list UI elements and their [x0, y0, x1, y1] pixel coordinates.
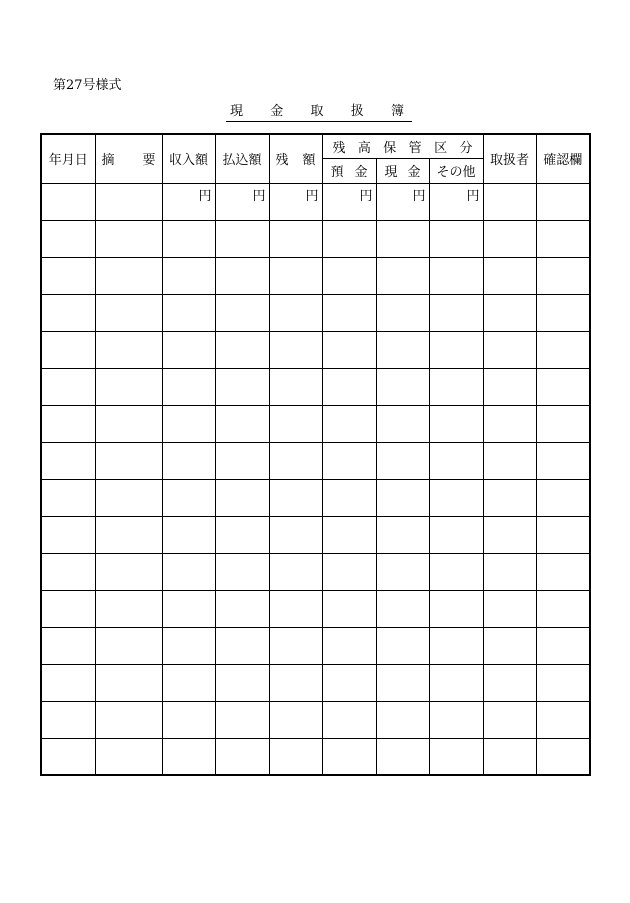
- cell-other[interactable]: [429, 331, 483, 368]
- cell-cash[interactable]: [376, 516, 429, 553]
- table-row: [41, 738, 590, 775]
- cell-other[interactable]: [429, 183, 483, 220]
- header-storage-char: 管: [408, 140, 422, 156]
- cell-other[interactable]: [429, 479, 483, 516]
- cell-handler[interactable]: [483, 516, 536, 553]
- cell-date[interactable]: [41, 294, 95, 331]
- cell-cash[interactable]: [376, 442, 429, 479]
- table-row: [41, 294, 590, 331]
- table-row: [41, 405, 590, 442]
- cell-deposit[interactable]: [322, 220, 376, 257]
- cell-handler[interactable]: [483, 331, 536, 368]
- cell-confirmation[interactable]: [536, 442, 590, 479]
- cell-payment[interactable]: [215, 294, 269, 331]
- cell-deposit[interactable]: [322, 479, 376, 516]
- cell-other[interactable]: [429, 220, 483, 257]
- cell-handler[interactable]: [483, 553, 536, 590]
- cell-income[interactable]: [162, 516, 215, 553]
- unit-label: 円: [466, 188, 480, 204]
- cell-summary[interactable]: [95, 553, 162, 590]
- cell-income[interactable]: [162, 183, 215, 220]
- cell-confirmation[interactable]: [536, 183, 590, 220]
- cell-handler[interactable]: [483, 664, 536, 701]
- cell-cash[interactable]: [376, 183, 429, 220]
- cell-other[interactable]: [429, 664, 483, 701]
- cell-payment[interactable]: [215, 590, 269, 627]
- cell-balance[interactable]: [269, 701, 322, 738]
- cell-income[interactable]: [162, 257, 215, 294]
- cell-confirmation[interactable]: [536, 368, 590, 405]
- cell-handler[interactable]: [483, 590, 536, 627]
- header-balance-char: 額: [302, 153, 316, 169]
- cell-payment[interactable]: [215, 738, 269, 775]
- title-char: 現: [230, 104, 244, 119]
- table-row: [41, 664, 590, 701]
- header-storage-char: 区: [434, 140, 448, 156]
- cell-date[interactable]: [41, 183, 95, 220]
- header-balance: [269, 134, 322, 183]
- cell-payment[interactable]: [215, 405, 269, 442]
- unit-label: 円: [198, 188, 212, 204]
- cell-other[interactable]: [429, 590, 483, 627]
- table-row: [41, 442, 590, 479]
- cell-other[interactable]: [429, 516, 483, 553]
- cell-summary[interactable]: [95, 183, 162, 220]
- cell-confirmation[interactable]: [536, 553, 590, 590]
- cell-cash[interactable]: [376, 590, 429, 627]
- cell-confirmation[interactable]: [536, 664, 590, 701]
- header-storage-char: 保: [383, 140, 397, 156]
- cell-deposit[interactable]: [322, 442, 376, 479]
- cell-payment[interactable]: [215, 664, 269, 701]
- cell-summary[interactable]: [95, 331, 162, 368]
- cell-cash[interactable]: [376, 405, 429, 442]
- cell-deposit[interactable]: [322, 257, 376, 294]
- cell-date[interactable]: [41, 553, 95, 590]
- cell-deposit[interactable]: [322, 738, 376, 775]
- header-cash-char: 現: [384, 165, 398, 180]
- cell-deposit[interactable]: [322, 331, 376, 368]
- cell-income[interactable]: [162, 590, 215, 627]
- table-row: [41, 701, 590, 738]
- cell-balance[interactable]: [269, 368, 322, 405]
- header-date: 年月日: [41, 134, 95, 183]
- cell-income[interactable]: [162, 738, 215, 775]
- cell-date[interactable]: [41, 442, 95, 479]
- cell-income[interactable]: [162, 553, 215, 590]
- cell-deposit[interactable]: [322, 183, 376, 220]
- cell-date[interactable]: [41, 627, 95, 664]
- cell-income[interactable]: [162, 479, 215, 516]
- cell-handler[interactable]: [483, 220, 536, 257]
- cell-payment[interactable]: [215, 368, 269, 405]
- cell-payment[interactable]: [215, 331, 269, 368]
- header-other: その他: [429, 158, 483, 183]
- cell-payment[interactable]: [215, 701, 269, 738]
- cell-summary[interactable]: [95, 294, 162, 331]
- cell-balance[interactable]: [269, 294, 322, 331]
- cell-confirmation[interactable]: [536, 701, 590, 738]
- header-deposit-char: 預: [330, 165, 344, 180]
- cell-cash[interactable]: [376, 220, 429, 257]
- table-row: [41, 220, 590, 257]
- cell-income[interactable]: [162, 627, 215, 664]
- title-char: 扱: [350, 104, 364, 119]
- cell-confirmation[interactable]: [536, 516, 590, 553]
- cell-handler[interactable]: [483, 738, 536, 775]
- cell-date[interactable]: [41, 738, 95, 775]
- cell-handler[interactable]: [483, 368, 536, 405]
- title-char: 金: [270, 104, 284, 119]
- cell-other[interactable]: [429, 442, 483, 479]
- cell-date[interactable]: [41, 331, 95, 368]
- unit-label: 円: [359, 188, 373, 204]
- cell-confirmation[interactable]: [536, 738, 590, 775]
- cell-handler[interactable]: [483, 479, 536, 516]
- header-storage-char: 高: [357, 140, 371, 156]
- cell-summary[interactable]: [95, 516, 162, 553]
- cell-cash[interactable]: [376, 553, 429, 590]
- cell-payment[interactable]: [215, 479, 269, 516]
- cell-balance[interactable]: [269, 442, 322, 479]
- cell-balance[interactable]: [269, 479, 322, 516]
- title-char: 取: [310, 104, 324, 119]
- cell-date[interactable]: [41, 516, 95, 553]
- cell-payment[interactable]: [215, 553, 269, 590]
- cell-date[interactable]: [41, 701, 95, 738]
- table-row: [41, 257, 590, 294]
- cell-other[interactable]: [429, 368, 483, 405]
- cell-handler[interactable]: [483, 627, 536, 664]
- cell-payment[interactable]: [215, 257, 269, 294]
- cell-cash[interactable]: [376, 257, 429, 294]
- table-row: [41, 479, 590, 516]
- table-row: [41, 627, 590, 664]
- cell-income[interactable]: [162, 442, 215, 479]
- cell-confirmation[interactable]: [536, 627, 590, 664]
- cell-balance[interactable]: [269, 627, 322, 664]
- cell-handler[interactable]: [483, 183, 536, 220]
- cell-summary[interactable]: [95, 442, 162, 479]
- cell-summary[interactable]: [95, 590, 162, 627]
- cell-date[interactable]: [41, 479, 95, 516]
- cell-cash[interactable]: [376, 664, 429, 701]
- cell-income[interactable]: [162, 701, 215, 738]
- cell-income[interactable]: [162, 664, 215, 701]
- header-confirmation: 確認欄: [536, 134, 590, 183]
- cell-deposit[interactable]: [322, 701, 376, 738]
- cell-handler[interactable]: [483, 701, 536, 738]
- cell-confirmation[interactable]: [536, 405, 590, 442]
- cell-summary[interactable]: [95, 220, 162, 257]
- table-row: [41, 183, 590, 220]
- cell-payment[interactable]: [215, 627, 269, 664]
- unit-label: 円: [412, 188, 426, 204]
- cell-balance[interactable]: [269, 553, 322, 590]
- cell-date[interactable]: [41, 405, 95, 442]
- cell-deposit[interactable]: [322, 627, 376, 664]
- cell-balance[interactable]: [269, 331, 322, 368]
- cell-cash[interactable]: [376, 738, 429, 775]
- cell-payment[interactable]: [215, 442, 269, 479]
- cell-balance[interactable]: [269, 590, 322, 627]
- header-balance-char: 残: [275, 153, 289, 169]
- table-row: [41, 368, 590, 405]
- cell-deposit[interactable]: [322, 405, 376, 442]
- cell-confirmation[interactable]: [536, 257, 590, 294]
- cell-balance[interactable]: [269, 405, 322, 442]
- cell-balance[interactable]: [269, 516, 322, 553]
- header-payment: 払込額: [215, 134, 269, 183]
- form-number: 第27号様式: [53, 78, 122, 93]
- cell-summary[interactable]: [95, 257, 162, 294]
- cell-deposit[interactable]: [322, 368, 376, 405]
- table-row: [41, 553, 590, 590]
- header-handler: 取扱者: [483, 134, 536, 183]
- cell-income[interactable]: [162, 331, 215, 368]
- cell-date[interactable]: [41, 590, 95, 627]
- cell-other[interactable]: [429, 257, 483, 294]
- cell-income[interactable]: [162, 294, 215, 331]
- cell-cash[interactable]: [376, 479, 429, 516]
- cell-summary[interactable]: [95, 405, 162, 442]
- table-row: [41, 331, 590, 368]
- header-storage-group: [322, 134, 483, 158]
- header-cash-char: 金: [407, 165, 421, 180]
- cash-ledger-table: [40, 133, 591, 776]
- unit-label: 円: [305, 188, 319, 204]
- title-char: 簿: [390, 104, 404, 119]
- cell-other[interactable]: [429, 405, 483, 442]
- header-summary-char: 摘: [101, 153, 115, 169]
- cell-cash[interactable]: [376, 331, 429, 368]
- cell-other[interactable]: [429, 553, 483, 590]
- header-deposit-char: 金: [354, 165, 368, 180]
- table-row: [41, 590, 590, 627]
- cell-summary[interactable]: [95, 368, 162, 405]
- cell-cash[interactable]: [376, 294, 429, 331]
- cell-summary[interactable]: [95, 627, 162, 664]
- cell-balance[interactable]: [269, 183, 322, 220]
- cell-deposit[interactable]: [322, 590, 376, 627]
- cell-payment[interactable]: [215, 220, 269, 257]
- cell-income[interactable]: [162, 368, 215, 405]
- cell-deposit[interactable]: [322, 516, 376, 553]
- cell-date[interactable]: [41, 257, 95, 294]
- cell-payment[interactable]: [215, 183, 269, 220]
- cell-other[interactable]: [429, 627, 483, 664]
- cell-handler[interactable]: [483, 442, 536, 479]
- cell-cash[interactable]: [376, 627, 429, 664]
- cell-date[interactable]: [41, 664, 95, 701]
- cell-balance[interactable]: [269, 738, 322, 775]
- cell-deposit[interactable]: [322, 553, 376, 590]
- cell-other[interactable]: [429, 701, 483, 738]
- cell-balance[interactable]: [269, 220, 322, 257]
- page-title: [226, 104, 412, 122]
- cell-confirmation[interactable]: [536, 294, 590, 331]
- cell-deposit[interactable]: [322, 294, 376, 331]
- cell-other[interactable]: [429, 738, 483, 775]
- cell-confirmation[interactable]: [536, 331, 590, 368]
- header-cash: [376, 158, 429, 183]
- cell-income[interactable]: [162, 220, 215, 257]
- cell-confirmation[interactable]: [536, 590, 590, 627]
- header-storage-char: 分: [459, 140, 473, 156]
- cell-handler[interactable]: [483, 257, 536, 294]
- cell-balance[interactable]: [269, 257, 322, 294]
- cell-summary[interactable]: [95, 701, 162, 738]
- cell-income[interactable]: [162, 405, 215, 442]
- cell-balance[interactable]: [269, 664, 322, 701]
- cell-date[interactable]: [41, 220, 95, 257]
- unit-label: 円: [252, 188, 266, 204]
- cell-confirmation[interactable]: [536, 220, 590, 257]
- cell-handler[interactable]: [483, 294, 536, 331]
- cell-summary[interactable]: [95, 738, 162, 775]
- cell-confirmation[interactable]: [536, 479, 590, 516]
- header-income: 収入額: [162, 134, 215, 183]
- cell-deposit[interactable]: [322, 664, 376, 701]
- header-storage-char: 残: [332, 140, 346, 156]
- cell-cash[interactable]: [376, 701, 429, 738]
- header-summary-char: 要: [142, 153, 156, 169]
- cell-date[interactable]: [41, 368, 95, 405]
- cell-payment[interactable]: [215, 516, 269, 553]
- header-deposit: [322, 158, 376, 183]
- cell-summary[interactable]: [95, 479, 162, 516]
- cell-summary[interactable]: [95, 664, 162, 701]
- table-row: [41, 516, 590, 553]
- cell-handler[interactable]: [483, 405, 536, 442]
- header-summary: [95, 134, 162, 183]
- cell-other[interactable]: [429, 294, 483, 331]
- cell-cash[interactable]: [376, 368, 429, 405]
